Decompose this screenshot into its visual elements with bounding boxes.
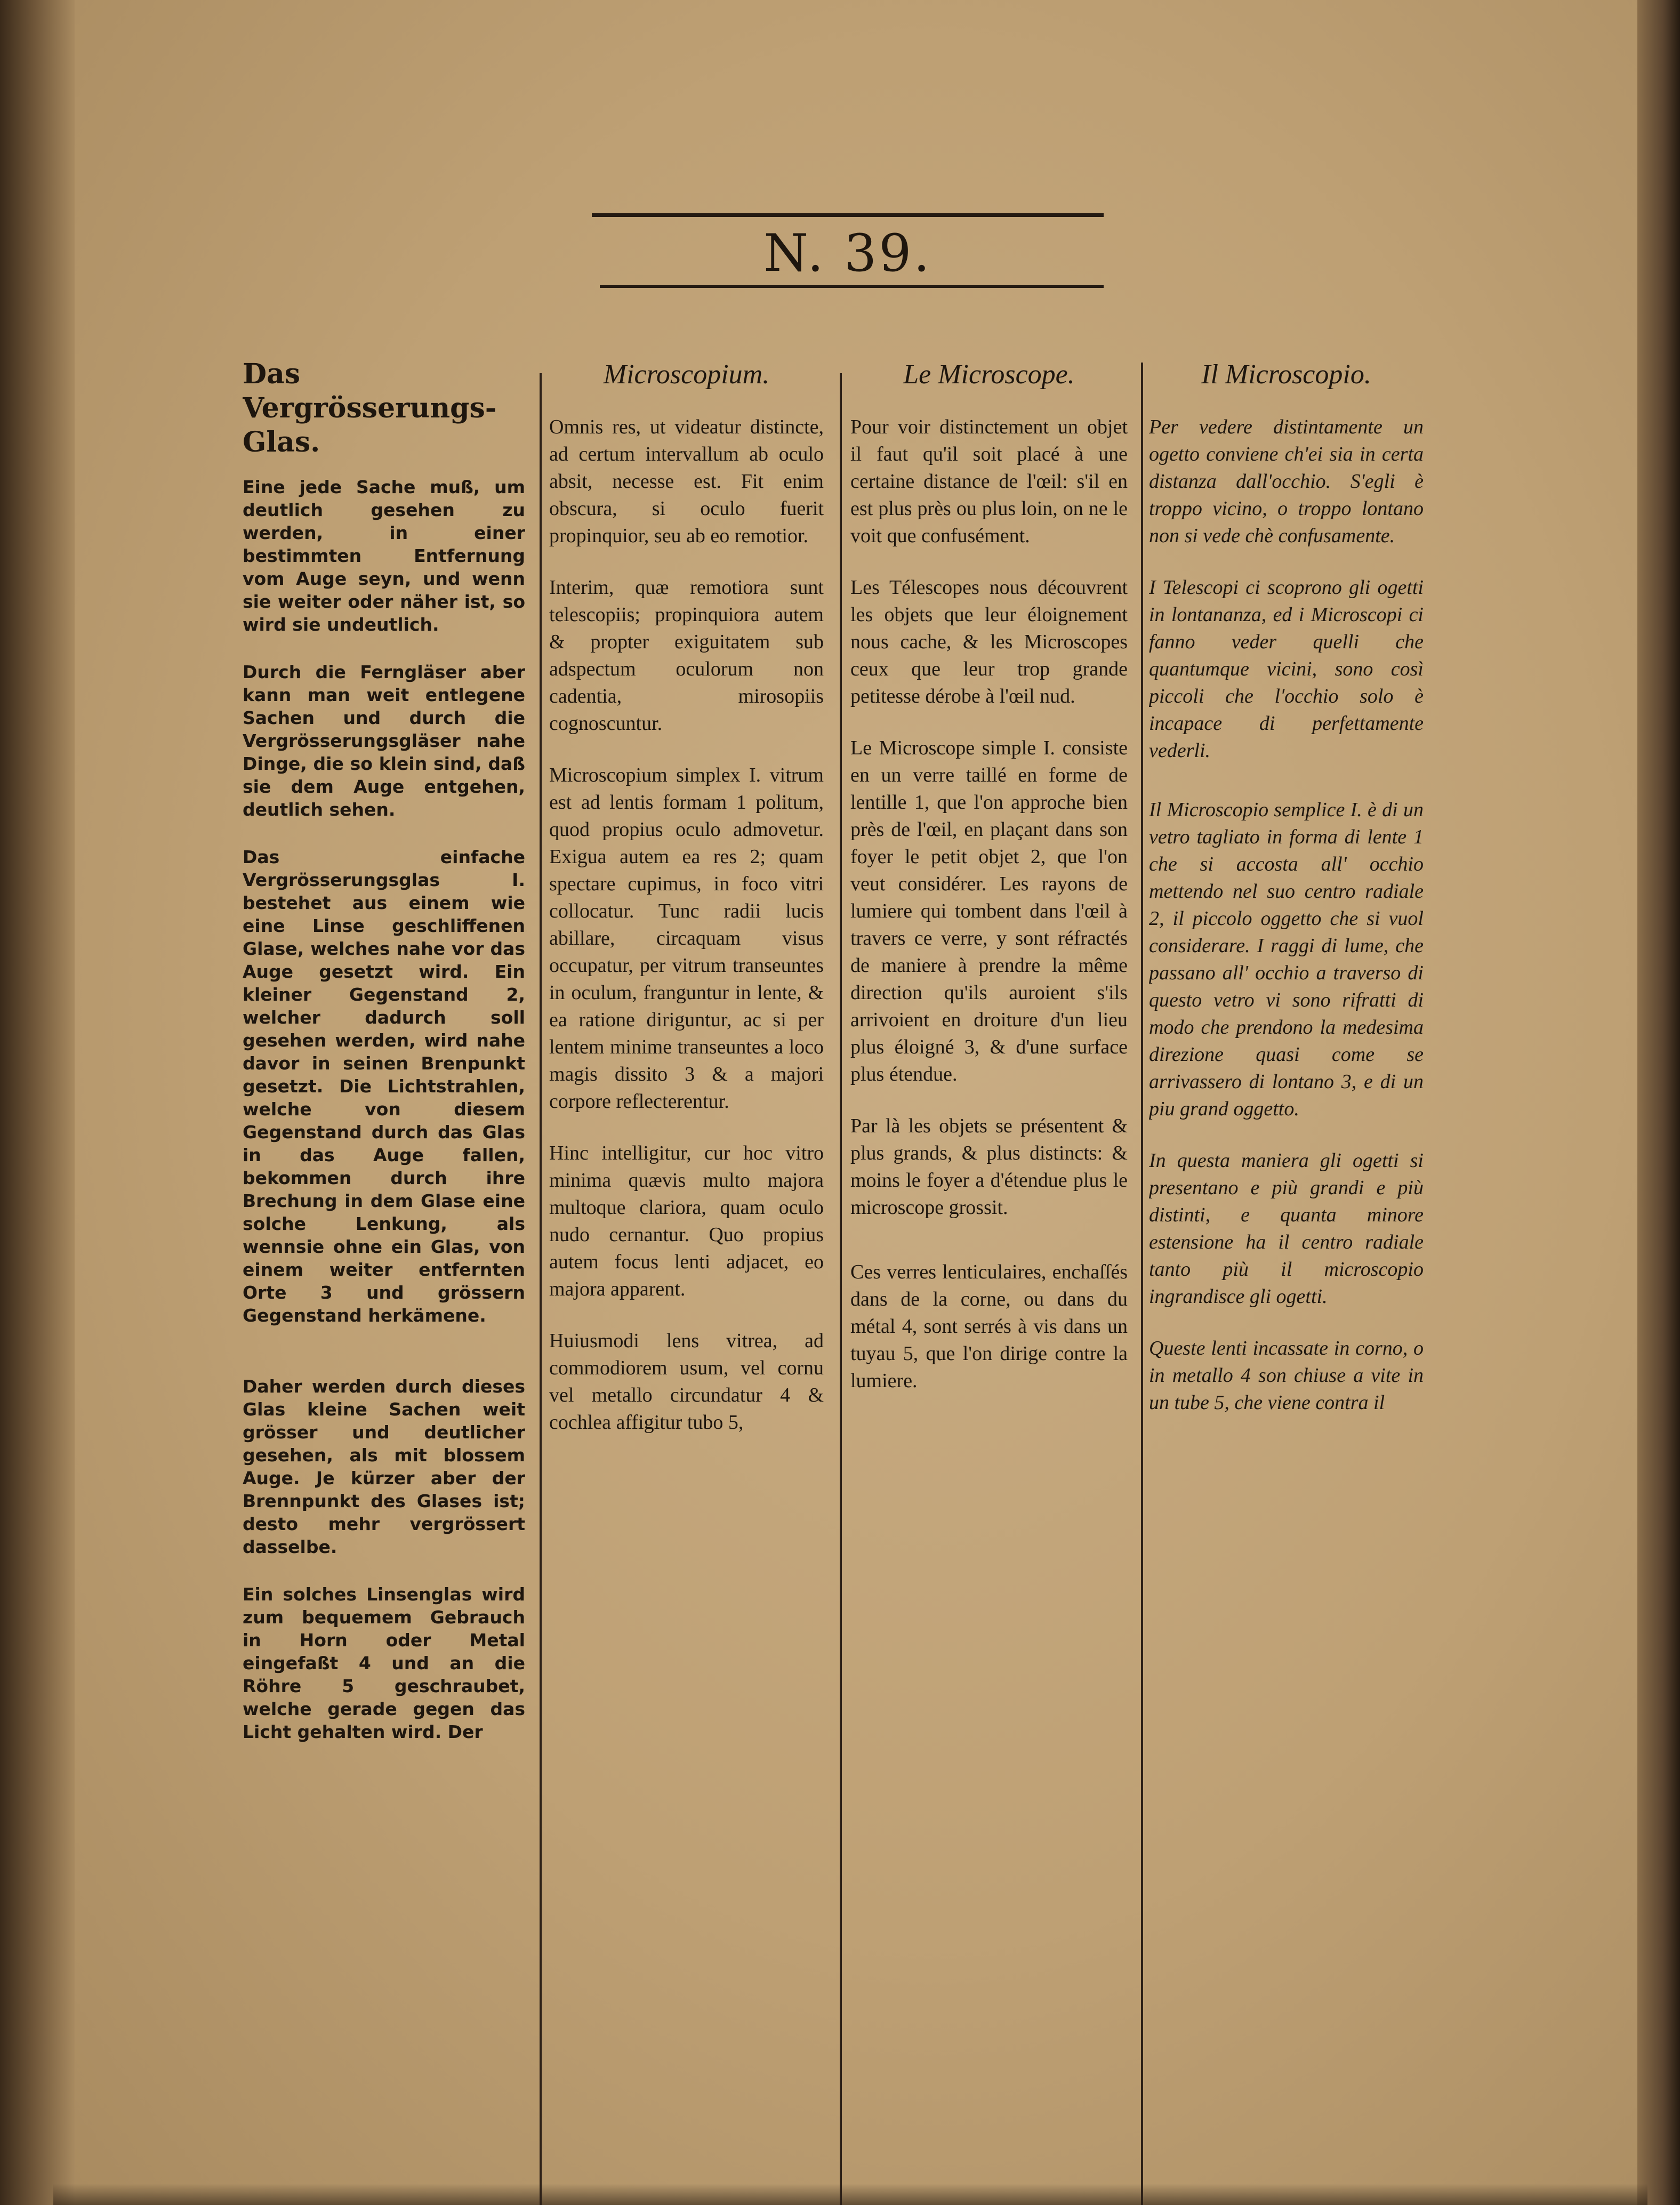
binding-gutter [0, 0, 75, 2205]
paragraph: Interim, quæ remotiora sunt telescopiis; propinquiora autem & propter exiguitatem sub adspectum oculorum non cadentia, mirosopiis cognoscuntur. [549, 576, 824, 735]
column-title: Microscopium. [603, 359, 770, 390]
column-divider [1141, 363, 1143, 2205]
page-number: N. 39. [763, 223, 932, 283]
paragraph: Ein solches Linsenglas wird zum bequemem Gebrauch in Horn oder Metal eingefaßt 4 und an die Röhre 5 geschraubet, welche gerade gegen das Licht gehalten wird. Der [243, 1584, 525, 1742]
column-title: Le Microscope. [903, 359, 1075, 390]
paragraph: Durch die Ferngläser aber kann man weit entlegene Sachen und durch die Vergrösserungsgläser nahe Dinge, die so klein sind, daß sie dem Auge entgehen, deutlich sehen. [243, 662, 525, 820]
paragraph: In questa maniera gli ogetti si presentano e più grandi e più distinti, e quanta minore estensione ha il centro radiale tanto più il microscopio ingrandisce gli ogetti. [1149, 1149, 1424, 1308]
paragraph: Le Microscope simple I. consiste en un verre taillé en forme de lentille 1, que l'on approche bien près de l'œil, en plaçant dans son foyer le petit objet 2, que l'on veut considérer. Les rayons de lumiere qui tombent dans l'œil à travers ce verre, y sont réfractés de maniere à prendre la même direction qu'ils auroient s'ils arrivoient en droiture d'un lieu plus éloigné 3, & d'une surface plus étendue. [850, 737, 1128, 1085]
paragraph: Eine jede Sache muß, um deutlich gesehen zu werden, in einer bestimmten Entfernung vom Auge seyn, und wenn sie weiter oder näher ist, so wird sie undeutlich. [243, 477, 525, 635]
paragraph: Queste lenti incassate in corno, o in metallo 4 son chiuse a vite in un tube 5, che viene contra il [1149, 1337, 1424, 1414]
column-latin [549, 357, 824, 2170]
paragraph: Daher werden durch dieses Glas kleine Sachen weit grösser und deutlicher gesehen, als mit blossem Auge. Je kürzer aber der Brennpunkt des Glases ist; desto mehr vergrössert dasselbe. [243, 1376, 525, 1557]
header-rule-bottom [600, 285, 1104, 288]
page-edge-bottom [53, 2184, 1647, 2205]
column-french [850, 357, 1128, 2170]
paragraph: Huiusmodi lens vitrea, ad commodiorem usum, vel cornu vel metallo circundatur 4 & cochlea affigitur tubo 5, [549, 1330, 824, 1434]
column-italian [1149, 357, 1424, 2170]
column-title: Das Vergrösserungs-Glas. [243, 358, 497, 458]
column-divider [840, 373, 842, 2205]
paragraph: Omnis res, ut videatur distincte, ad certum intervallum ab oculo absit, necesse est. Fit enim obscura, si oculo fuerit propinquior, seu ab eo remotior. [549, 416, 824, 547]
paragraph: Les Télescopes nous découvrent les objets que leur éloignement nous cache, & les Microscopes ceux que leur trop grande petitesse dérobe à l'œil nud. [850, 576, 1128, 707]
paragraph: Microscopium simplex I. vitrum est ad lentis formam 1 politum, quod propius oculo admovetur. Exigua autem ea res 2; quam spectare cupimus, in foco vitri collocatur. Tunc radii lucis abillare, circaquam visus occupatur, per vitrum transeuntes in oculum, franguntur in lente, & ea ratione diriguntur, ac si per lentem minime transeuntes a loco magis dissito 3 & a majori corpore reflecterentur. [549, 764, 824, 1113]
column-title: Il Microscopio. [1201, 359, 1371, 390]
paragraph: Das einfache Vergrösserungsglas I. bestehet aus einem wie eine Linse geschliffenen Glase, welches nahe vor das Auge gesetzt wird. Ein kleiner Gegenstand 2, welcher dadurch soll gesehen werden, wird nahe davor in seinen Brenpunkt gesetzt. Die Lichtstrahlen, welche von diesem Gegenstand durch das Glas in das Auge fallen, bekommen durch ihre Brechung in dem Glase eine solche Lenkung, als wennsie ohne ein Glas, von einem weiter entfernten Orte 3 und grössern Gegenstand herkämene. [243, 847, 525, 1326]
page-edge-right [1637, 0, 1680, 2205]
paragraph: I Telescopi ci scoprono gli ogetti in lontananza, ed i Microscopi ci fanno veder quelli che quantumque vicini, sono così piccoli che l'occhio solo è incapace di perfettamente vederli. [1149, 576, 1424, 762]
paragraph: Il Microscopio semplice I. è di un vetro tagliato in forma di lente 1 che si accosta all' occhio mettendo nel suo centro radiale 2, il piccolo oggetto che si vuol considerare. I raggi di lume, che passano all' occhio a traverso di questo vetro vi sono rifratti di modo che prendono la medesima direzione quasi come se arrivassero di lontano 3, e di un piu grand oggetto. [1149, 799, 1424, 1120]
column-divider [540, 373, 542, 2205]
column-german [243, 357, 525, 2170]
paragraph: Per vedere distintamente un ogetto conviene ch'ei sia in certa distanza dall'occhio. S'egli è troppo vicino, o troppo lontano non si vede chè confusamente. [1149, 416, 1424, 547]
paragraph: Ces verres lenticulaires, enchaſſés dans de la corne, ou dans du métal 4, sont serrés à vis dans un tuyau 5, que l'on dirige contre la lumiere. [850, 1261, 1128, 1392]
paragraph: Par là les objets se présentent & plus grands, & plus distincts: & moins le foyer a d'étendue plus le microscope grossit. [850, 1115, 1128, 1219]
paragraph: Hinc intelligitur, cur hoc vitro minima quævis multo majora multoque clariora, quam oculo nudo cernantur. Quo propius autem focus lenti adjacet, eo majora apparent. [549, 1142, 824, 1300]
paragraph: Pour voir distinctement un objet il faut qu'il soit placé à une certaine distance de l'œil: s'il en est plus près ou plus loin, on ne le voit que confusément. [850, 416, 1128, 547]
header-rule-top [592, 213, 1104, 217]
